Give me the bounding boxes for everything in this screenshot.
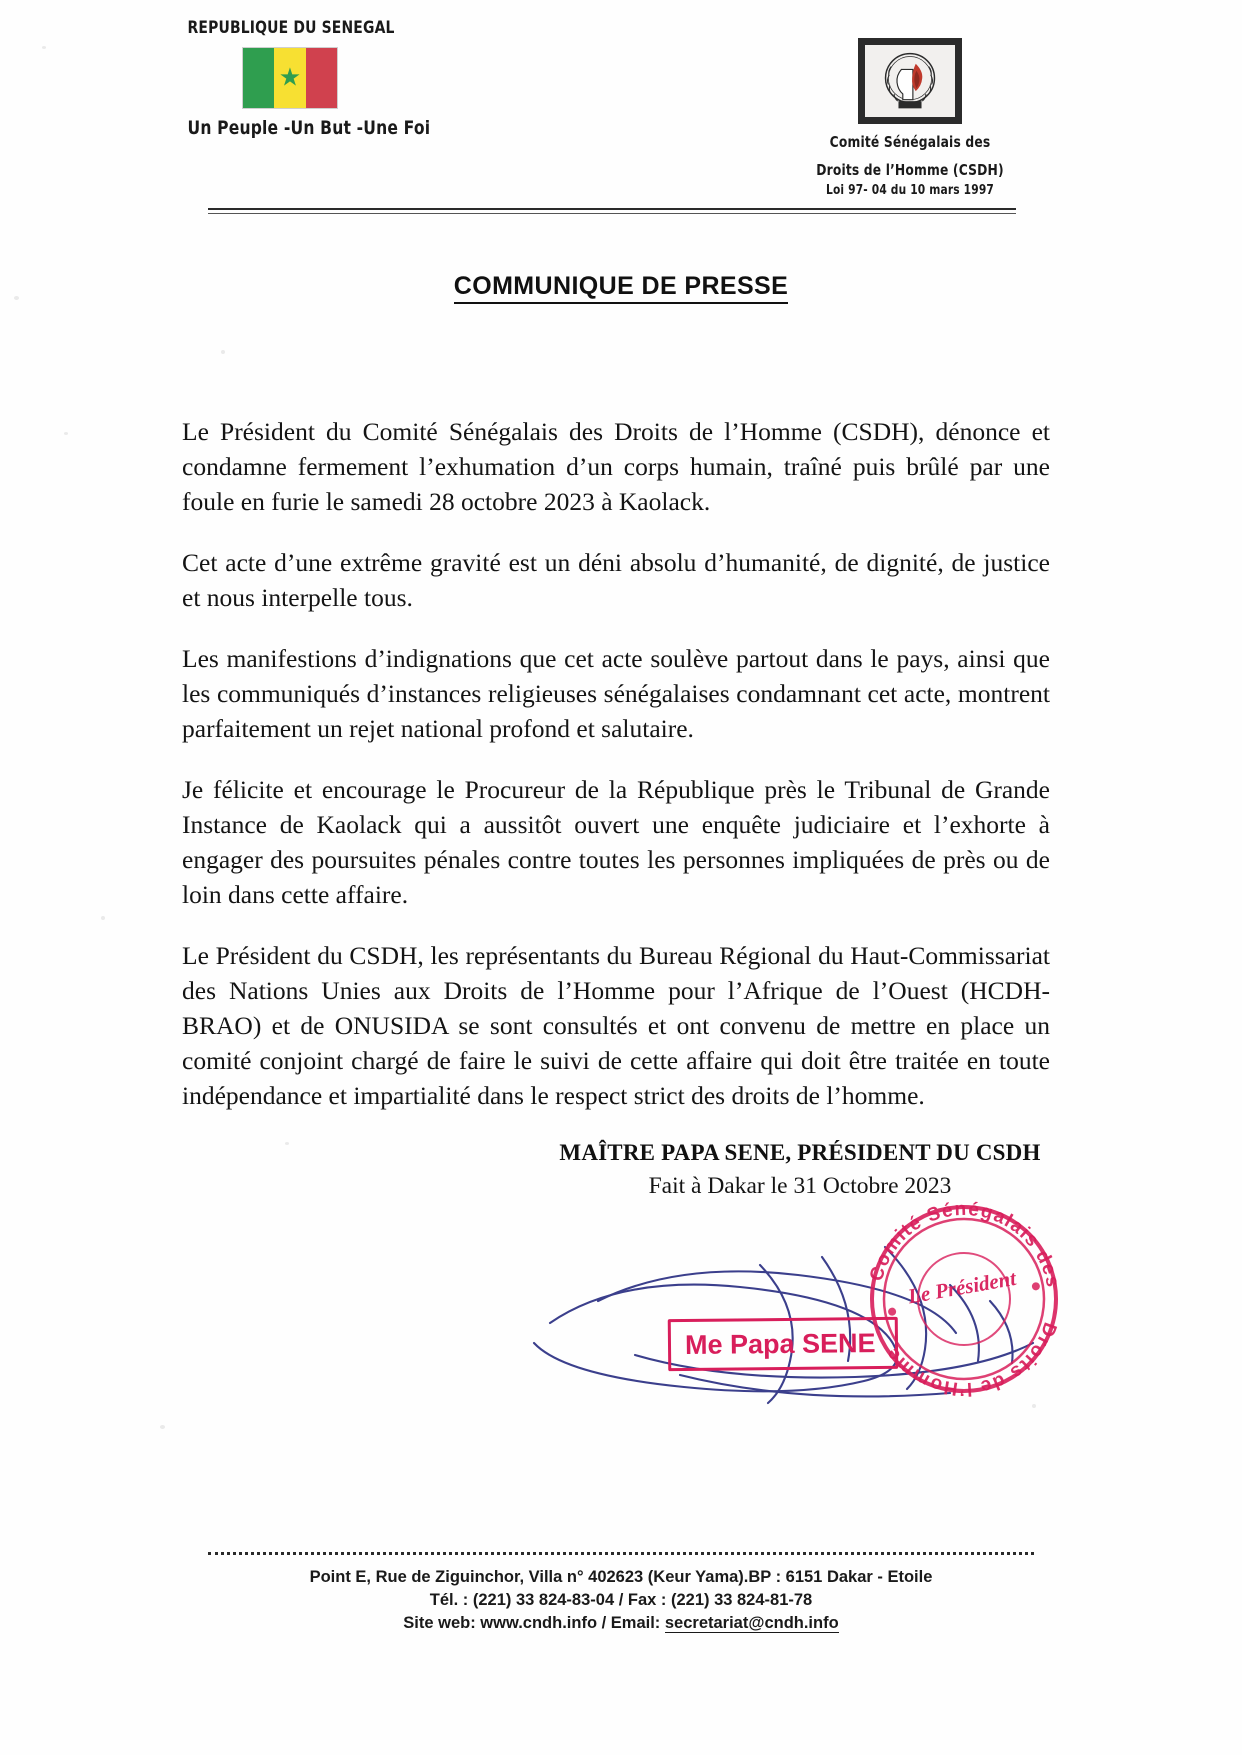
- flag-band-green: [243, 48, 274, 108]
- page-title-text: COMMUNIQUE DE PRESSE: [454, 272, 788, 304]
- document-header: [0, 0, 1242, 210]
- scan-speck: [64, 432, 68, 435]
- document-body: [182, 414, 1050, 1139]
- organization-name-line1: Comité Sénégalais des: [829, 133, 991, 151]
- senegal-flag-icon: [242, 47, 338, 109]
- scan-speck: [1032, 1404, 1036, 1408]
- signature-block: [520, 1138, 1080, 1202]
- document-footer: [0, 1566, 1242, 1635]
- republic-title: REPUBLIQUE DU SENEGAL: [187, 18, 395, 38]
- svg-text:Comité Sénégalais des: Comité Sénégalais des: [866, 1198, 1064, 1290]
- flag-band-yellow: [274, 48, 305, 108]
- official-round-stamp: [855, 1190, 1073, 1408]
- name-stamp: [668, 1317, 899, 1371]
- svg-text:Le Président: Le Président: [906, 1265, 1018, 1309]
- national-motto: Un Peuple -Un But -Une Foi: [187, 117, 431, 139]
- footer-divider: [208, 1552, 1034, 1555]
- paragraph: Le Président du CSDH, les représentants du Bureau Régional du Haut-Commissariat des Nations Unies aux Droits de l’Homme pour l’Afrique de l’Ouest (HCDH-BRAO) et de ONUSIDA se sont consultés et ont convenu de mettre en place un comité conjoint chargé de faire le suivi de cette affaire qui doit être traitée en toute indépendance et impartialité dans le respect strict des droits de l’homme.: [182, 941, 1050, 1110]
- footer-web: [0, 1612, 1242, 1635]
- paragraph: Le Président du Comité Sénégalais des Droits de l’Homme (CSDH), dénonce et condamne fermement l’exhumation d’un corps humain, traîné puis brûlé par une foule en furie le samedi 28 octobre 2023 à Kaolack.: [182, 417, 1050, 516]
- header-divider: [208, 208, 1016, 216]
- law-reference: Loi 97- 04 du 10 mars 1997: [825, 183, 995, 198]
- republic-block: [165, 18, 431, 139]
- footer-web-prefix: Site web: www.cndh.info / Email:: [403, 1614, 665, 1632]
- footer-phone: Tél. : (221) 33 824-83-04 / Fax : (221) 33 824-81-78: [429, 1591, 813, 1609]
- paragraph: Cet acte d’une extrême gravité est un déni absolu d’humanité, de dignité, de justice et nous interpelle tous.: [182, 548, 1050, 612]
- flag-band-red: [306, 48, 337, 108]
- organization-block: [780, 38, 1040, 199]
- footer-email[interactable]: secretariat@cndh.info: [664, 1614, 839, 1632]
- signature-date: Fait à Dakar le 31 Octobre 2023: [648, 1173, 952, 1199]
- star-icon: ★: [278, 64, 302, 92]
- organization-name-line2: Droits de l’Homme (CSDH): [816, 161, 1004, 179]
- footer-address: Point E, Rue de Ziguinchor, Villa n° 402623 (Keur Yama).BP : 6151 Dakar - Etoile: [309, 1568, 933, 1586]
- scan-speck: [101, 916, 105, 920]
- name-stamp-text: Me Papa SENE: [684, 1327, 876, 1360]
- svg-text:Droits de l’Homme: Droits de l’Homme: [881, 1319, 1061, 1400]
- paragraph: Les manifestions d’indignations que cet acte soulève partout dans le pays, ainsi que les communiqués d’instances religieuses sénégalaises condamnant cet acte, montrent parfaitement un rejet national profond et salutaire.: [182, 644, 1050, 743]
- csdh-logo-icon: [858, 38, 962, 124]
- page-title: [0, 272, 1242, 301]
- scan-speck: [221, 350, 225, 354]
- paragraph: Je félicite et encourage le Procureur de la République près le Tribunal de Grande Instance de Kaolack qui a aussitôt ouvert une enquête judiciaire et l’exhorte à engager des poursuites pénales contre toutes les personnes impliquées de près ou de loin dans cette affaire.: [182, 775, 1050, 909]
- scan-speck: [285, 1142, 289, 1145]
- signatory-name: MAÎTRE PAPA SENE, PRÉSIDENT DU CSDH: [559, 1140, 1041, 1165]
- scan-speck: [160, 1425, 165, 1429]
